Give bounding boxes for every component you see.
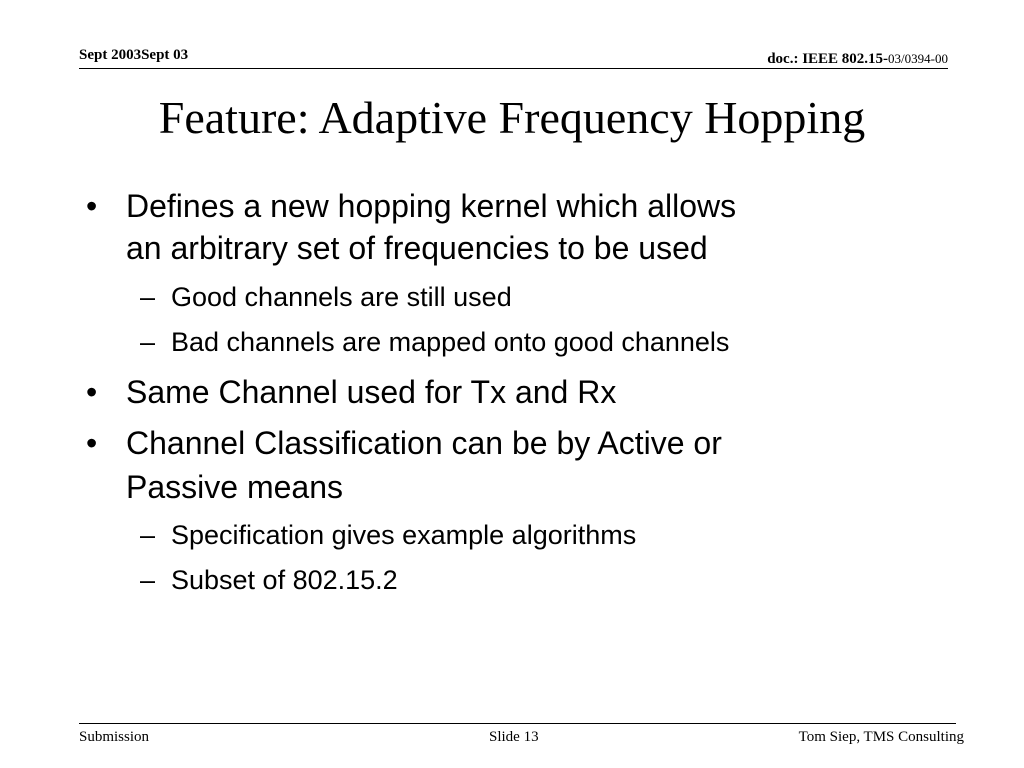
sub-bullet-marker: –: [140, 282, 156, 312]
bullet-text: an arbitrary set of frequencies to be used: [126, 230, 708, 266]
bullet-marker: •: [86, 188, 98, 224]
bullet-marker: •: [86, 374, 98, 410]
header-date: Sept 2003Sept 03: [79, 47, 189, 63]
sub-bullet-marker: –: [140, 520, 156, 550]
header-doc-number: 03/0394-00: [888, 51, 948, 66]
slide-title: Feature: Adaptive Frequency Hopping: [158, 92, 866, 143]
sub-bullet-marker: –: [140, 565, 156, 595]
sub-bullet-text: Bad channels are mapped onto good channels: [171, 327, 730, 357]
footer-slide-number: Slide 13: [489, 729, 539, 745]
bullet-text: Channel Classification can be by Active or: [126, 425, 722, 461]
sub-bullet-text: Good channels are still used: [171, 282, 512, 312]
footer-submission: Submission: [79, 729, 150, 745]
sub-bullet-marker: –: [140, 327, 156, 357]
bullet-marker: •: [86, 425, 98, 461]
header-doc-prefix: doc.: IEEE 802.15-: [767, 51, 889, 67]
footer-divider: [79, 723, 956, 724]
bullet-text: Defines a new hopping kernel which allows: [126, 188, 737, 224]
bullet-text: Passive means: [126, 469, 343, 505]
footer-author: Tom Siep, TMS Consulting: [798, 729, 964, 745]
sub-bullet-text: Specification gives example algorithms: [171, 520, 637, 550]
bullet-text: Same Channel used for Tx and Rx: [126, 374, 617, 410]
sub-bullet-text: Subset of 802.15.2: [171, 565, 398, 595]
